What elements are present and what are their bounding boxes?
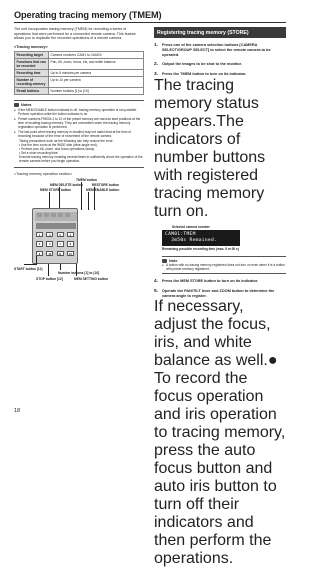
step [154, 43, 286, 57]
diagram-caption: <Tracing memory operation section> [14, 171, 73, 176]
number-button-5[interactable]: 5 [36, 241, 43, 247]
step-title: Press one of the camera selection buttons [CAMERA SELECT/GROUP SELECT] to select the remote camera to be operated. [162, 43, 271, 57]
spec-value: Up to 5 minutes per camera [49, 69, 144, 76]
step-number: 2. [154, 62, 159, 68]
page-title-bar [14, 10, 286, 23]
intro-paragraph: The unit incorporates tracing memory (TMEM) for recording a series of operations that were performed for a connected remote camera. This feature allows you to duplicate the recorded operations of a remote camera. [14, 27, 136, 41]
note-subtext: • Set a short recording time. [19, 150, 59, 155]
note-text: If the MEM ENABLE button indicator is off, tracing memory operation is not possible. Perform operation while the button indicator is on. [18, 108, 137, 117]
left-column [14, 27, 144, 288]
number-button-1[interactable]: 1 [36, 232, 43, 238]
spec-value: Number buttons [1] to [10] [49, 87, 144, 94]
step-detail: The tracing memory status appears. [154, 77, 259, 131]
step-title: Press the TMEM button to turn on its indicator. [162, 72, 247, 77]
number-button-12[interactable]: 12 [67, 251, 74, 257]
step-detail: The indicators of number buttons with registered tracing memory turn on. [154, 113, 266, 221]
step-description [154, 77, 286, 221]
note-subtext: • Perform pan, tilt, zoom, and focus operations slowly. [19, 146, 95, 151]
notes-list [14, 108, 144, 163]
step-description [154, 298, 286, 568]
callout-tmem: TMEM button [76, 177, 97, 182]
notes-box [14, 100, 144, 168]
restore-button[interactable] [58, 213, 63, 217]
control-panel [32, 208, 78, 264]
callout-start: START button [11] [14, 266, 43, 271]
spec-row [15, 51, 144, 58]
step-title: Press the MEM STORE button to turn on its indicator. [162, 278, 259, 283]
lcd-figure [162, 225, 286, 245]
spec-row [15, 76, 144, 87]
step-number: 5. [154, 288, 159, 294]
number-button-6[interactable]: 6 [46, 241, 53, 247]
step-detail: If necessary, adjust the focus, iris, and white balance as well. [154, 298, 271, 370]
callout-restore: RESTORE button [92, 182, 120, 187]
step-number: 1. [154, 43, 159, 48]
note-item [14, 130, 144, 163]
mem-enable-button[interactable] [65, 213, 70, 217]
note-heading: Note [169, 258, 178, 263]
spec-key: Recording time [15, 69, 49, 76]
note-subtext: • Use the lens zoom at the WIDE side (wide-angle end). [19, 142, 98, 147]
note-subtext: Execute tracing memory recalling several times to sufficiently check the operation of the remote camera before you begin operation. [19, 154, 143, 163]
spec-key: Recall buttons [15, 87, 49, 94]
step-title: Operate the PAN/TILT lever and ZOOM button to determine the camera angle to register. [162, 288, 275, 298]
pencil-icon [14, 103, 19, 107]
spec-table [14, 51, 144, 95]
number-button-2[interactable]: 2 [46, 232, 53, 238]
spec-key: Functions that can be recorded [15, 58, 49, 69]
step-number: 4. [154, 278, 159, 284]
spec-value: Camera numbers CAM1 to CAM10 [49, 51, 144, 58]
number-button-7[interactable]: 7 [57, 241, 64, 247]
lcd-line-2: 3m50s Remained. [165, 237, 218, 243]
step [154, 62, 286, 67]
section-heading: Registering tracing memory (STORE) [154, 27, 286, 38]
callout-mem-store: MEM STORE button [40, 187, 72, 192]
mem-store-button[interactable] [37, 213, 42, 217]
mem-delete-button[interactable] [44, 213, 49, 217]
note-item [14, 108, 144, 116]
page-title: Operating tracing memory (TMEM) [14, 10, 162, 20]
number-button-10[interactable]: 10 [46, 251, 53, 257]
spec-value: Up to 10 per camera [49, 76, 144, 87]
callout-mem-enable: MEM ENABLE button [86, 187, 120, 192]
number-button-8[interactable]: 8 [67, 241, 74, 247]
callout-number: Number buttons [1] to [10] [58, 270, 100, 275]
spec-value: Pan, tilt, zoom, focus, iris, and white balance [49, 58, 144, 69]
number-button-11[interactable]: 11 [57, 251, 64, 257]
number-button-9[interactable]: 9 [36, 251, 43, 257]
notes-header [14, 103, 144, 107]
panel-screen [36, 223, 76, 229]
page-number: 18 [14, 408, 21, 414]
spec-row [15, 87, 144, 94]
number-button-4[interactable]: 4 [67, 232, 74, 238]
lcd-display [162, 230, 240, 245]
note-item: ● A button with no tracing memory registered does not turn on even when it is a button with preset memory registered. [162, 263, 286, 271]
right-column [154, 27, 286, 568]
tmem-button[interactable] [51, 213, 56, 217]
lcd-label: Selected camera number [172, 225, 210, 230]
spec-row [15, 69, 144, 76]
spec-heading: <Tracing memory> [14, 44, 48, 49]
step-title: Output the images to be shot to the monitor. [162, 62, 242, 67]
step [154, 279, 286, 284]
spec-key: Recording target [15, 51, 49, 58]
callout-mem-delete: MEM DELETE button [50, 182, 83, 187]
note-text: Preset numbers PM004-1 to 10 of the preset memory are used as start positions at the time of recalling tracing memory. They are overwritten when the tracing memory registration operation is performed. [18, 117, 141, 130]
step [154, 72, 286, 221]
spec-key: Number of recording memory [15, 76, 49, 87]
note-text: The last point when tracing memory is recalled may not match that at the time of recording because of the error of movement of the remote camera. [18, 130, 132, 139]
note-box [162, 256, 286, 274]
spec-row [15, 58, 144, 69]
operation-diagram [14, 178, 144, 288]
step-detail: ● To record the focus operation and iris operation to tracing memory, press the auto focus button and auto iris button to turn off their indicators and then perform the operations. [154, 352, 286, 568]
note-item [14, 117, 144, 129]
callout-stop: STOP button [12] [36, 276, 63, 281]
callout-mem-setting: MEM SETTING button [74, 276, 109, 281]
step-number: 3. [154, 72, 159, 78]
lcd-note: Remaining possible recording time (max. 5 m 00 s) [162, 247, 239, 252]
notes-heading: Notes [21, 102, 32, 107]
note-subtext: Taking precautions such as the following can help reduce the error: [19, 138, 114, 143]
note-list [162, 263, 286, 271]
step [154, 289, 286, 568]
number-button-3[interactable]: 3 [57, 232, 64, 238]
lcd-line-1: CAM01:TMEM [165, 232, 196, 238]
